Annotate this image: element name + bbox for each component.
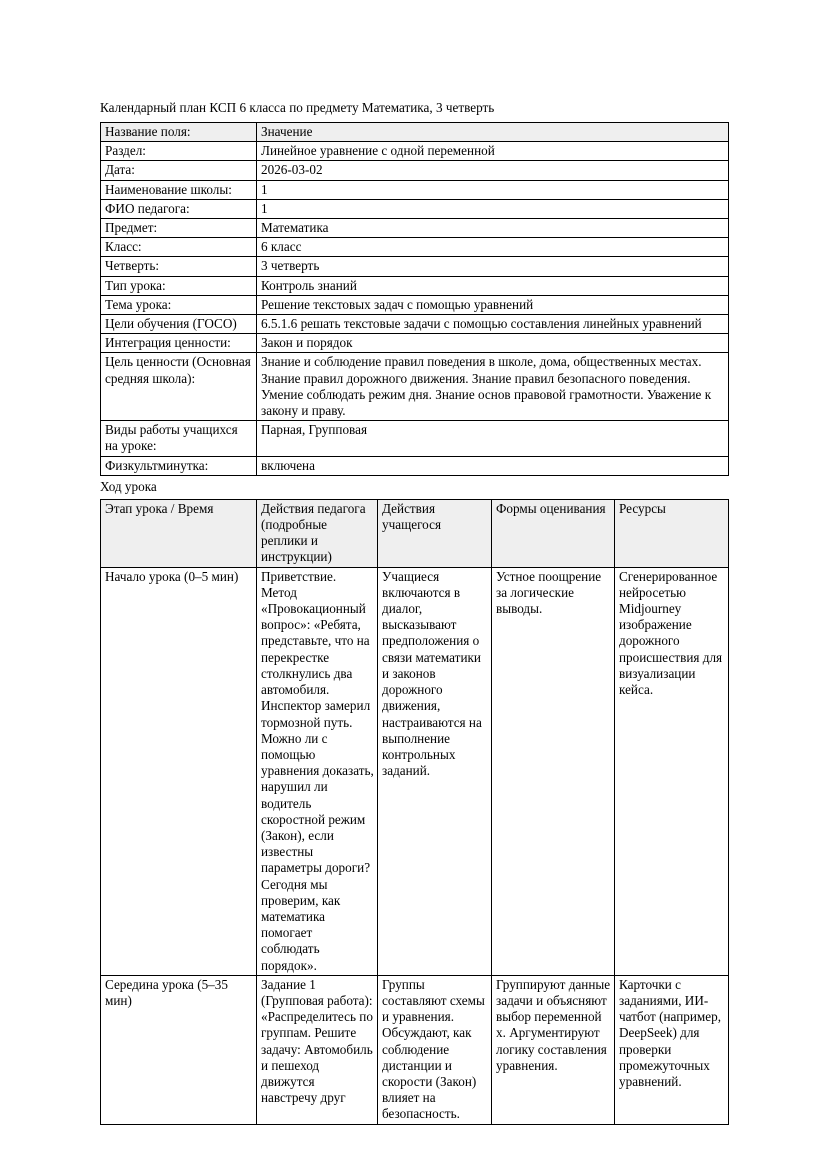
meta-field-value: Закон и порядок <box>257 334 729 353</box>
meta-field-label: Класс: <box>101 238 257 257</box>
meta-field-label: Физкультминутка: <box>101 456 257 475</box>
flow-assessment-cell: Устное поощрение за логические выводы. <box>492 567 615 975</box>
flow-resources-cell: Сгенерированное нейросетью Midjourney изображение дорожного происшествия для визуализации кейса. <box>615 567 729 975</box>
table-row <box>101 142 729 161</box>
meta-field-label: Предмет: <box>101 219 257 238</box>
flow-teacher-cell: Приветствие. Метод «Провокационный вопрос»: «Ребята, представьте, что на перекрестке столкнулись два автомобиля. Инспектор замерил тормозной путь. Можно ли с помощью уравнения доказать, нарушил ли водитель скоростной режим (Закон), если известны параметры дороги? Сегодня мы проверим, как математика помогает соблюдать порядок». <box>257 567 378 975</box>
meta-column-header: Название поля: <box>101 123 257 142</box>
meta-column-header: Значение <box>257 123 729 142</box>
meta-field-value: 6.5.1.6 решать текстовые задачи с помощью составления линейных уравнений <box>257 315 729 334</box>
meta-field-value: 2026-03-02 <box>257 161 729 180</box>
meta-field-label: Дата: <box>101 161 257 180</box>
table-row <box>101 975 729 1124</box>
flow-stage-cell: Начало урока (0–5 мин) <box>101 567 257 975</box>
flow-resources-cell: Карточки с заданиями, ИИ-чатбот (например, DeepSeek) для проверки промежуточных уравнений. <box>615 975 729 1124</box>
meta-field-value: Парная, Групповая <box>257 421 729 456</box>
meta-field-label: Четверть: <box>101 257 257 276</box>
table-row <box>101 295 729 314</box>
table-header-row <box>101 499 729 567</box>
meta-field-label: Виды работы учащихся на уроке: <box>101 421 257 456</box>
flow-column-header: Ресурсы <box>615 499 729 567</box>
meta-field-value: 1 <box>257 180 729 199</box>
meta-field-label: ФИО педагога: <box>101 199 257 218</box>
table-row <box>101 353 729 421</box>
flow-stage-cell: Середина урока (5–35 мин) <box>101 975 257 1124</box>
table-row <box>101 421 729 456</box>
table-row <box>101 276 729 295</box>
meta-field-label: Тема урока: <box>101 295 257 314</box>
flow-assessment-cell: Группируют данные задачи и объясняют выбор переменной х. Аргументируют логику составления уравнения. <box>492 975 615 1124</box>
table-row <box>101 219 729 238</box>
meta-field-label: Наименование школы: <box>101 180 257 199</box>
meta-field-value: Математика <box>257 219 729 238</box>
flow-column-header: Действия педагога (подробные реплики и инструкции) <box>257 499 378 567</box>
table-header-row <box>101 123 729 142</box>
table-row <box>101 199 729 218</box>
table-row <box>101 315 729 334</box>
meta-field-value: 1 <box>257 199 729 218</box>
meta-field-label: Тип урока: <box>101 276 257 295</box>
meta-field-label: Цели обучения (ГОСО) <box>101 315 257 334</box>
table-row <box>101 456 729 475</box>
meta-field-value: 6 класс <box>257 238 729 257</box>
table-row <box>101 567 729 975</box>
meta-field-value: включена <box>257 456 729 475</box>
table-row <box>101 257 729 276</box>
flow-column-header: Действия учащегося <box>378 499 492 567</box>
meta-field-label: Раздел: <box>101 142 257 161</box>
meta-field-value: Линейное уравнение с одной переменной <box>257 142 729 161</box>
flow-teacher-cell: Задание 1 (Групповая работа): «Распределитесь по группам. Решите задачу: Автомобиль и пешеход движутся навстречу друг <box>257 975 378 1124</box>
table-row <box>101 161 729 180</box>
table-row <box>101 238 729 257</box>
page-title: Календарный план КСП 6 класса по предмету Математика, 3 четверть <box>100 100 495 115</box>
flow-column-header: Этап урока / Время <box>101 499 257 567</box>
meta-field-label: Цель ценности (Основная средняя школа): <box>101 353 257 421</box>
meta-field-label: Интеграция ценности: <box>101 334 257 353</box>
meta-field-value: Решение текстовых задач с помощью уравнений <box>257 295 729 314</box>
meta-field-value: 3 четверть <box>257 257 729 276</box>
lesson-flow-table <box>100 499 729 1125</box>
table-row <box>101 334 729 353</box>
lesson-flow-heading: Ход урока <box>100 478 157 494</box>
meta-field-value: Контроль знаний <box>257 276 729 295</box>
flow-column-header: Формы оценивания <box>492 499 615 567</box>
table-row <box>101 180 729 199</box>
flow-student-cell: Группы составляют схемы и уравнения. Обсуждают, как соблюдение дистанции и скорости (Закон) влияет на безопасность. <box>378 975 492 1124</box>
lesson-meta-table <box>100 122 729 476</box>
meta-field-value: Знание и соблюдение правил поведения в школе, дома, общественных местах. Знание правил дорожного движения. Знание правил безопасного поведения. Умение соблюдать режим дня. Знание основ правовой грамотности. Уважение к закону и праву. <box>257 353 729 421</box>
flow-student-cell: Учащиеся включаются в диалог, высказывают предположения о связи математики и законов дорожного движения, настраиваются на выполнение контрольных заданий. <box>378 567 492 975</box>
